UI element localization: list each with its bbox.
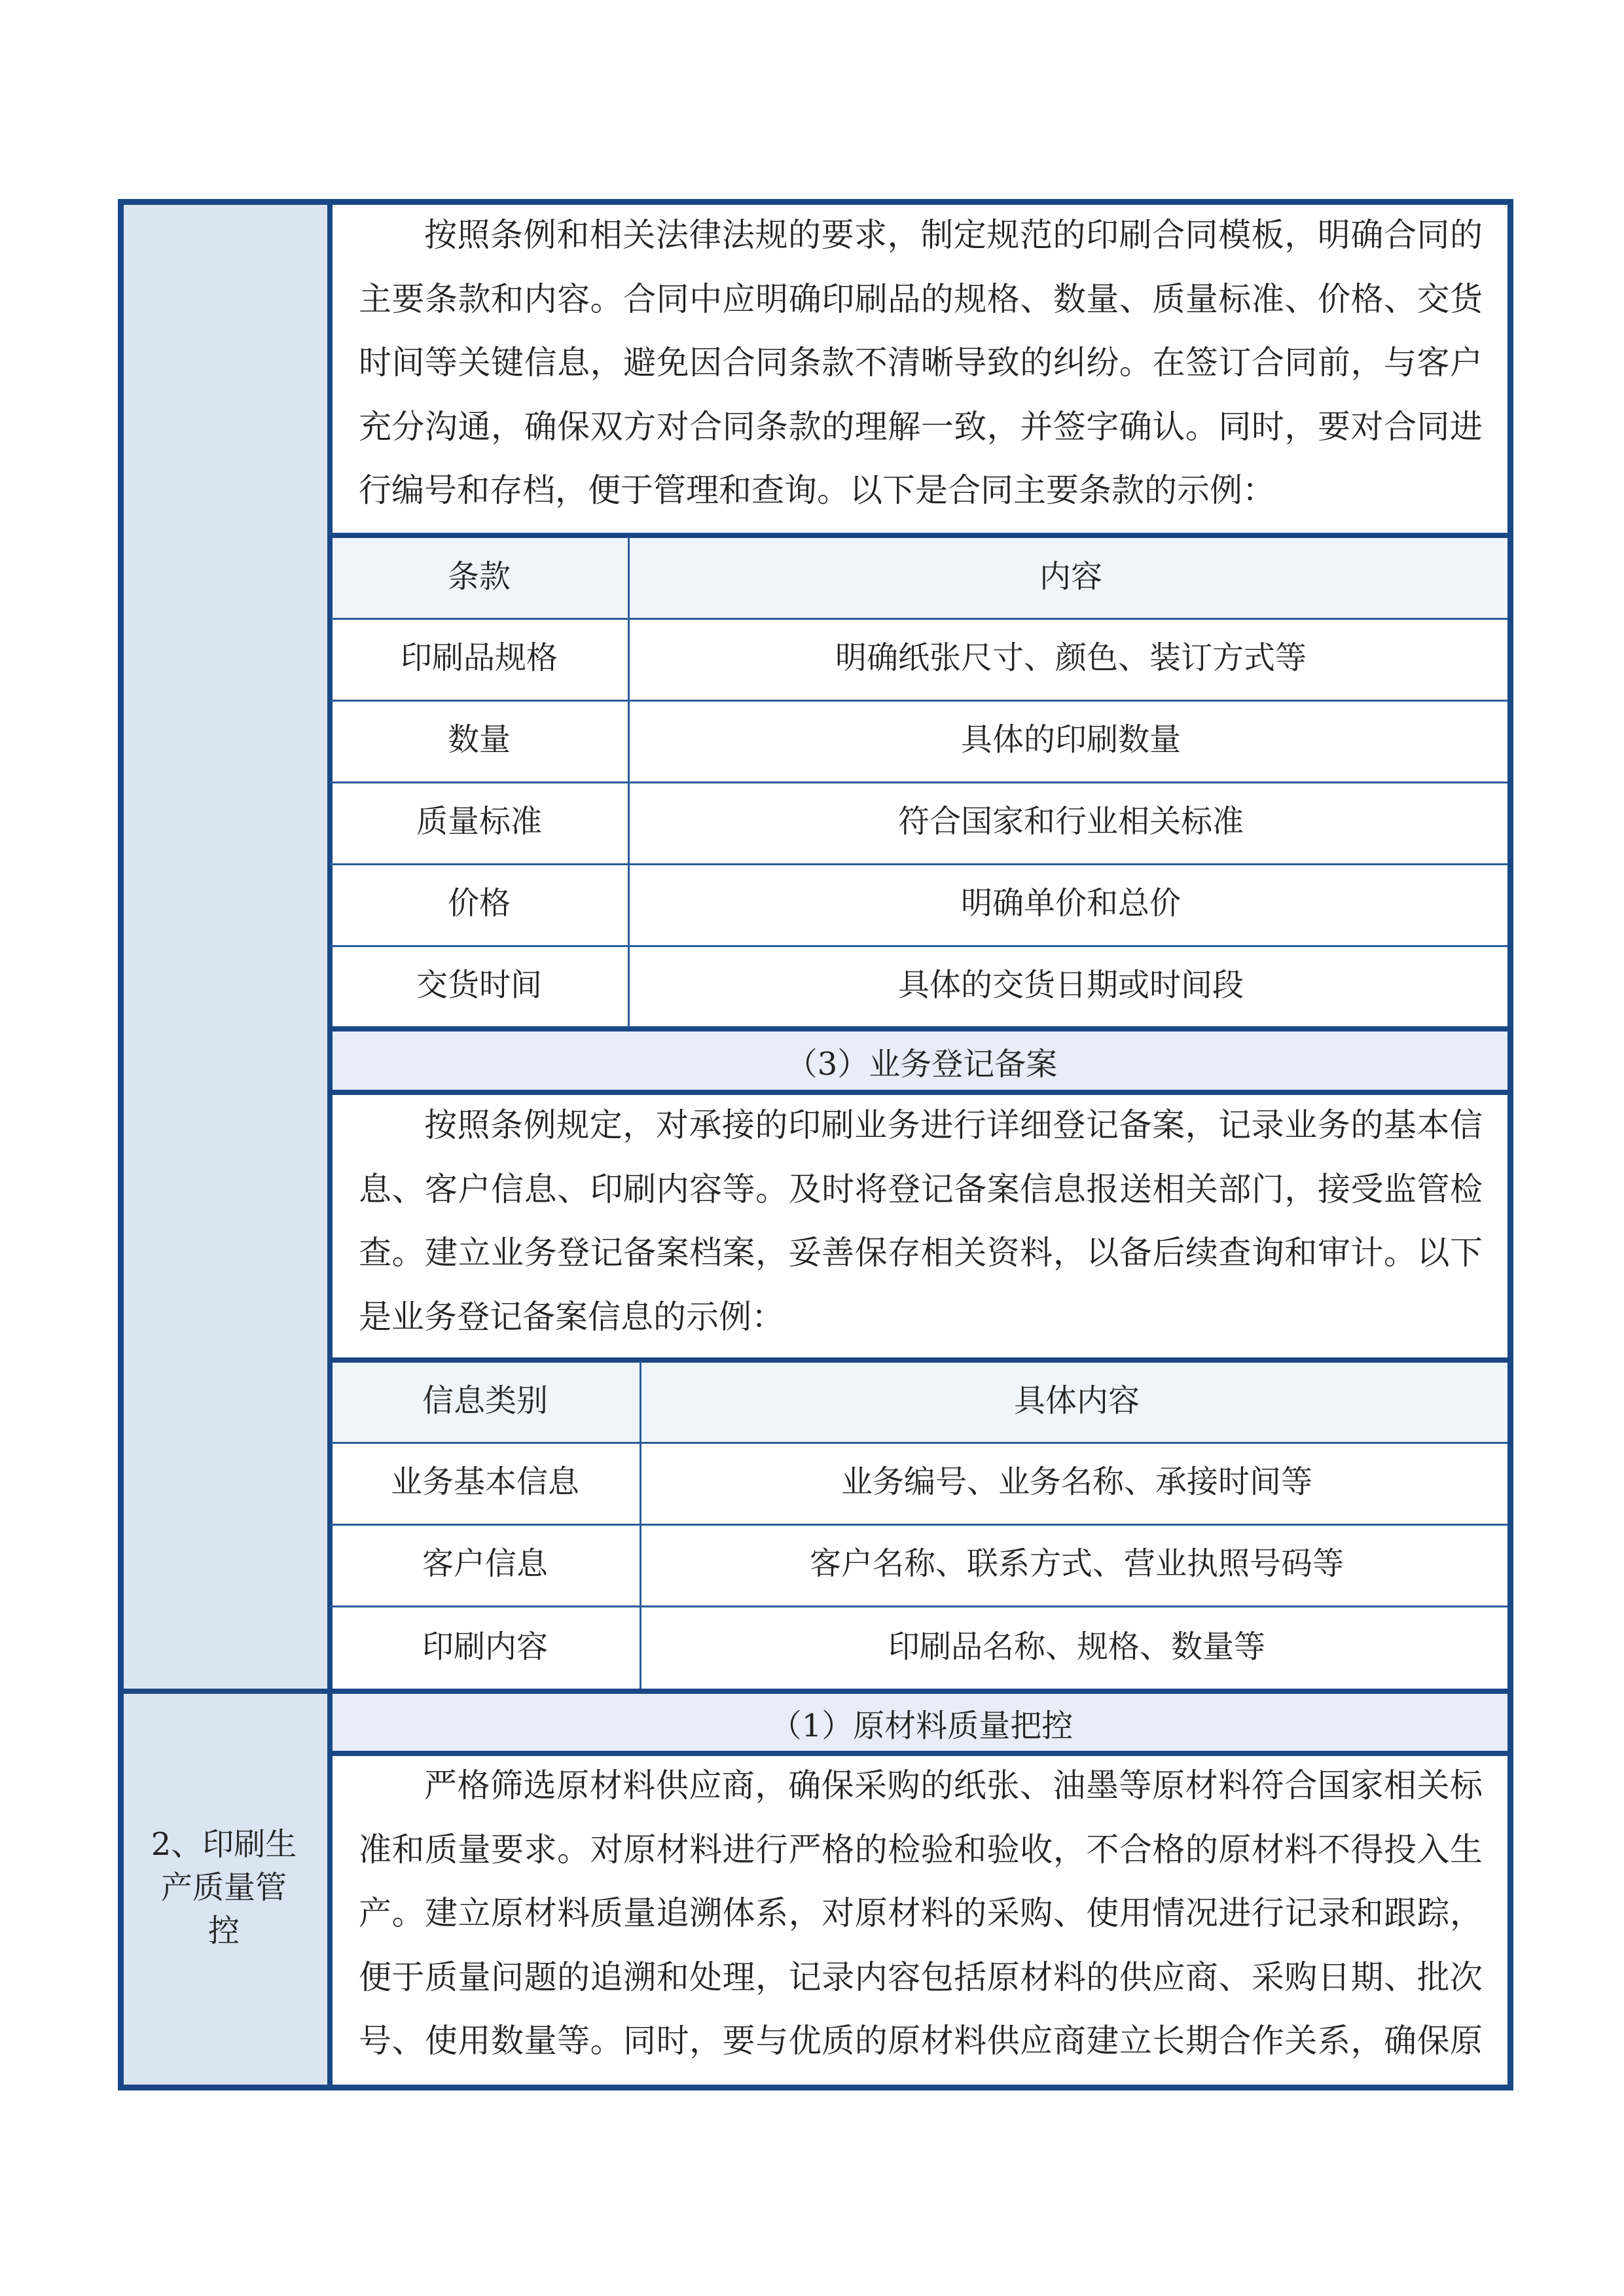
- contract-cell: 明确单价和总价: [960, 885, 1181, 922]
- label-line: 产质量管: [160, 1869, 287, 1906]
- paragraph-line: 产。建立原材料质量追溯体系，对原材料的采购、使用情况进行记录和跟踪，: [359, 1894, 1483, 1933]
- paragraph-line: 按照条例规定，对承接的印刷业务进行详细登记备案，记录业务的基本信: [424, 1106, 1483, 1144]
- paragraph-line: 时间等关键信息，避免因合同条款不清晰导致的纠纷。在签订合同前，与客户: [359, 344, 1483, 382]
- paragraph-line: 按照条例和相关法律法规的要求，制定规范的印刷合同模板，明确合同的: [424, 216, 1483, 254]
- paragraph-line: 号、使用数量等。同时，要与优质的原材料供应商建立长期合作关系，确保原: [359, 2022, 1483, 2060]
- paragraph-line: 是业务登记备案信息的示例：: [359, 1297, 784, 1336]
- registration-cell: 客户信息: [422, 1545, 548, 1582]
- registration-header-content: 具体内容: [1013, 1382, 1140, 1419]
- contract-cell: 符合国家和行业相关标准: [897, 803, 1244, 840]
- registration-cell: 业务基本信息: [390, 1463, 579, 1500]
- contract-cell: 交货时间: [416, 967, 542, 1003]
- contract-cell: 价格: [447, 885, 511, 922]
- paragraph-line: 查。建立业务登记备案档案，妥善保存相关资料，以备后续查询和审计。以下: [359, 1234, 1483, 1272]
- contract-cell: 数量: [447, 721, 511, 758]
- registration-cell: 印刷品名称、规格、数量等: [888, 1628, 1265, 1665]
- registration-cell: 业务编号、业务名称、承接时间等: [840, 1463, 1312, 1500]
- label-line: 2、印刷生: [151, 1826, 297, 1863]
- paragraph-line: 息、客户信息、印刷内容等。及时将登记备案信息报送相关部门，接受监管检: [359, 1170, 1483, 1208]
- paragraph-line: 便于质量问题的追溯和处理，记录内容包括原材料的供应商、采购日期、批次: [359, 1958, 1483, 1996]
- contract-cell: 具体的交货日期或时间段: [897, 967, 1244, 1003]
- contract-cell: 具体的印刷数量: [960, 721, 1181, 758]
- quality-heading: （1）原材料质量把控: [330, 1693, 1513, 1753]
- contract-cell: 印刷品规格: [400, 639, 558, 676]
- contract-header-content: 内容: [1039, 558, 1102, 595]
- outer-table-border: [118, 199, 1513, 2090]
- paragraph-line: 主要条款和内容。合同中应明确印刷品的规格、数量、质量标准、价格、交货: [359, 279, 1483, 318]
- paragraph-line: 充分沟通，确保双方对合同条款的理解一致，并签字确认。同时，要对合同进: [359, 407, 1483, 446]
- contract-header-clause: 条款: [447, 558, 511, 595]
- registration-cell: 印刷内容: [422, 1628, 548, 1665]
- contract-cell: 质量标准: [416, 803, 542, 840]
- registration-header-category: 信息类别: [422, 1382, 548, 1419]
- paragraph-line: 准和质量要求。对原材料进行严格的检验和验收，不合格的原材料不得投入生: [359, 1830, 1483, 1869]
- paragraph-line: 严格筛选原材料供应商，确保采购的纸张、油墨等原材料符合国家相关标: [424, 1767, 1483, 1804]
- contract-cell: 明确纸张尺寸、颜色、装订方式等: [835, 639, 1307, 676]
- paragraph-line: 行编号和存档，便于管理和查询。以下是合同主要条款的示例：: [359, 471, 1275, 510]
- registration-cell: 客户名称、联系方式、营业执照号码等: [809, 1545, 1344, 1582]
- registration-heading: （3）业务登记备案: [330, 1030, 1513, 1092]
- label-line: 控: [208, 1912, 240, 1949]
